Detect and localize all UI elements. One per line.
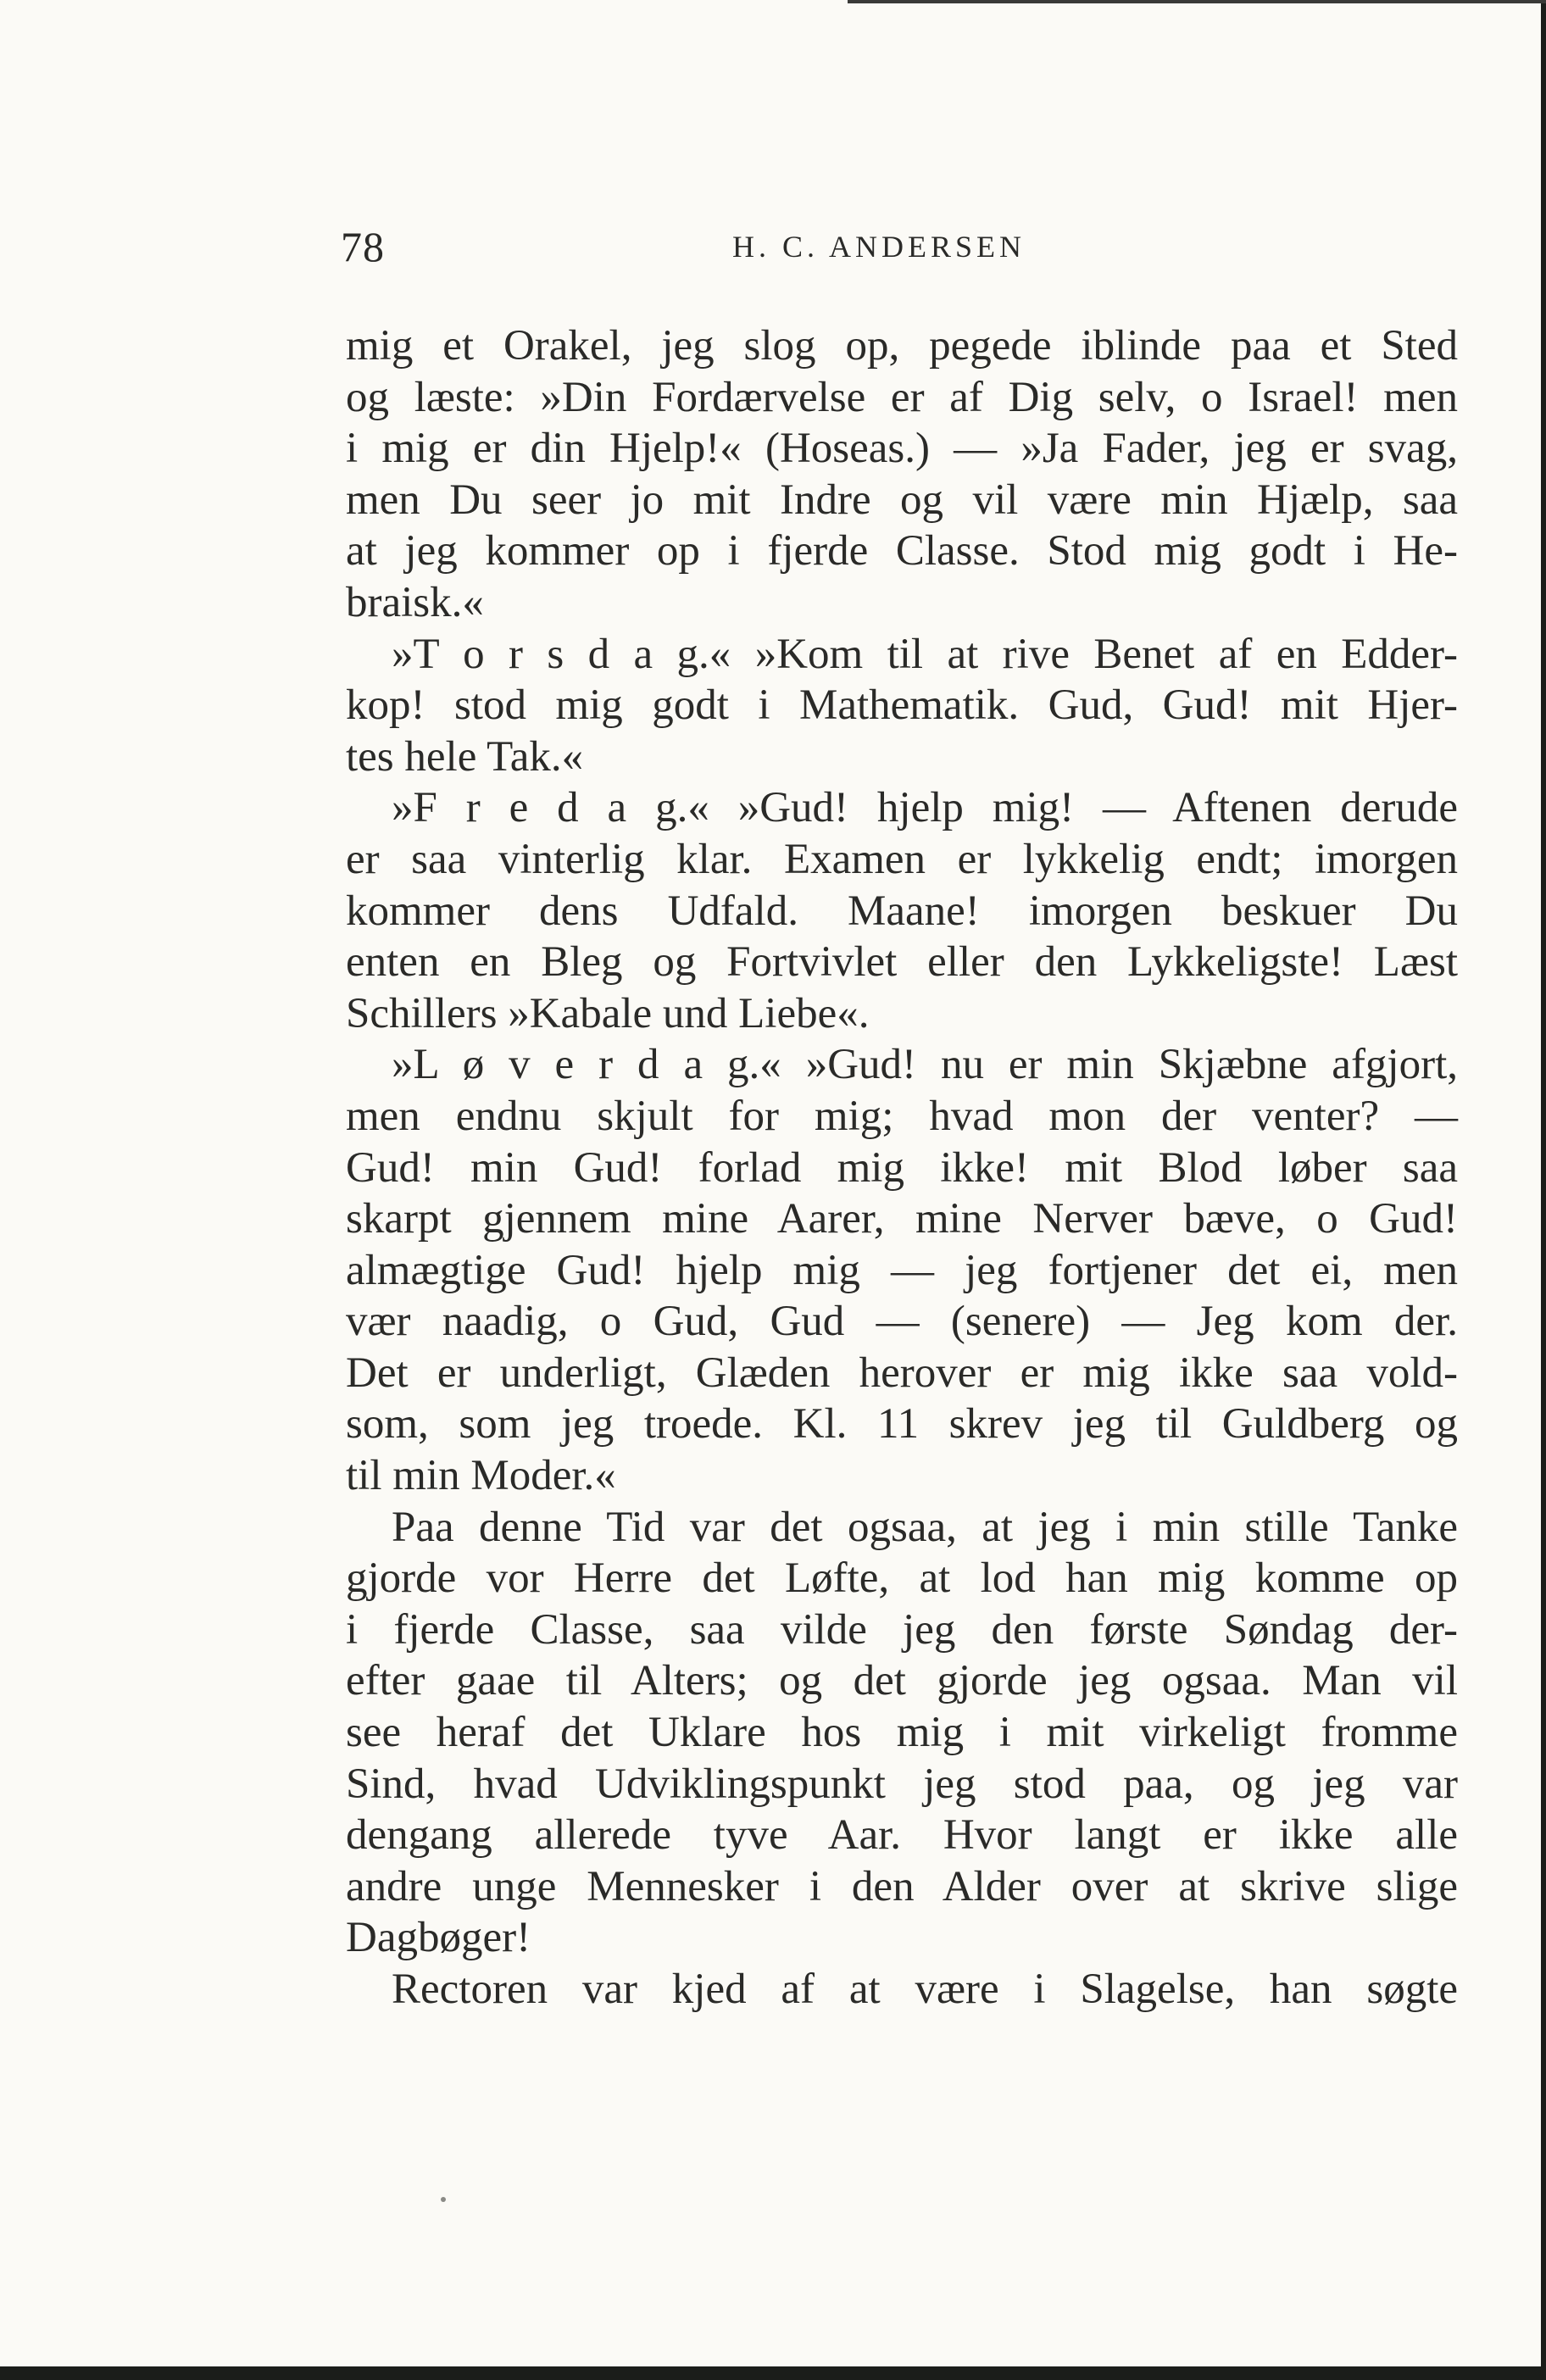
text-line: see heraf det Uklare hos mig i mit virkeligt fromme <box>346 1709 1458 1757</box>
text-line: Dagbøger! <box>346 1914 531 1962</box>
text-line: Schillers »Kabale und Liebe«. <box>346 989 870 1037</box>
text-line: almægtige Gud! hjelp mig — jeg fortjener det ei, men <box>346 1246 1458 1294</box>
page-header <box>341 222 1460 273</box>
text-line: kommer dens Udfald. Maane! imorgen beskuer Du <box>346 887 1458 935</box>
text-line: Rectoren var kjed af at være i Slagelse, han søgte <box>392 1966 1458 2013</box>
text-line: og læste: »Din Fordærvelse er af Dig selv, o Israel! men <box>346 373 1458 421</box>
scan-edge <box>848 0 1546 3</box>
text-line: Gud! min Gud! forlad mig ikke! mit Blod løber saa <box>346 1143 1458 1192</box>
running-head: H. C. ANDERSEN <box>732 230 1026 264</box>
text-line: »T o r s d a g.« »Kom til at rive Benet af en Edder- <box>392 630 1458 678</box>
text-line: kop! stod mig godt i Mathematik. Gud, Gud! mit Hjer- <box>346 681 1458 730</box>
text-line: i fjerde Classe, saa vilde jeg den første Søndag der- <box>346 1605 1458 1654</box>
text-line: »L ø v e r d a g.« »Gud! nu er min Skjæbne afgjort, <box>392 1041 1458 1089</box>
text-line: Paa denne Tid var det ogsaa, at jeg i min stille Tanke <box>392 1503 1458 1551</box>
text-line: til min Moder.« <box>346 1452 616 1500</box>
text-line: at jeg kommer op i fjerde Classe. Stod mig godt i He- <box>346 527 1458 576</box>
text-line: vær naadig, o Gud, Gud — (senere) — Jeg kom der. <box>346 1298 1458 1346</box>
text-line: gjorde vor Herre det Løfte, at lod han mig komme op <box>346 1554 1458 1603</box>
page-number: 78 <box>341 223 385 270</box>
text-line: braisk.« <box>346 578 484 626</box>
text-line: er saa vinterlig klar. Examen er lykkelig endt; imorgen <box>346 835 1458 883</box>
text-line: mig et Orakel, jeg slog op, pegede iblinde paa et Sted <box>346 322 1458 370</box>
text-line: »F r e d a g.« »Gud! hjelp mig! — Aftenen derude <box>392 784 1458 832</box>
text-line: enten en Bleg og Fortvivlet eller den Lykkeligste! Læst <box>346 938 1458 987</box>
text-line: skarpt gjennem mine Aarer, mine Nerver bæve, o Gud! <box>346 1195 1458 1243</box>
text-line: Det er underligt, Glæden herover er mig ikke saa vold- <box>346 1348 1458 1397</box>
text-line: Sind, hvad Udviklingspunkt jeg stod paa, og jeg var <box>346 1760 1458 1808</box>
text-line: i mig er din Hjelp!« (Hoseas.) — »Ja Fader, jeg er svag, <box>346 425 1458 473</box>
text-line: som, som jeg troede. Kl. 11 skrev jeg til Guldberg og <box>346 1400 1458 1449</box>
body-text <box>346 320 1458 2016</box>
text-line: efter gaae til Alters; og det gjorde jeg ogsaa. Man vil <box>346 1657 1458 1705</box>
text-line: dengang allerede tyve Aar. Hvor langt er ikke alle <box>346 1811 1458 1860</box>
text-line: andre unge Mennesker i den Alder over at skrive slige <box>346 1862 1458 1910</box>
text-line: tes hele Tak.« <box>346 732 584 781</box>
text-line: men endnu skjult for mig; hvad mon der venter? — <box>346 1092 1458 1140</box>
text-line: men Du seer jo mit Indre og vil være min Hjælp, saa <box>346 475 1458 524</box>
paper-speck <box>441 2197 446 2202</box>
